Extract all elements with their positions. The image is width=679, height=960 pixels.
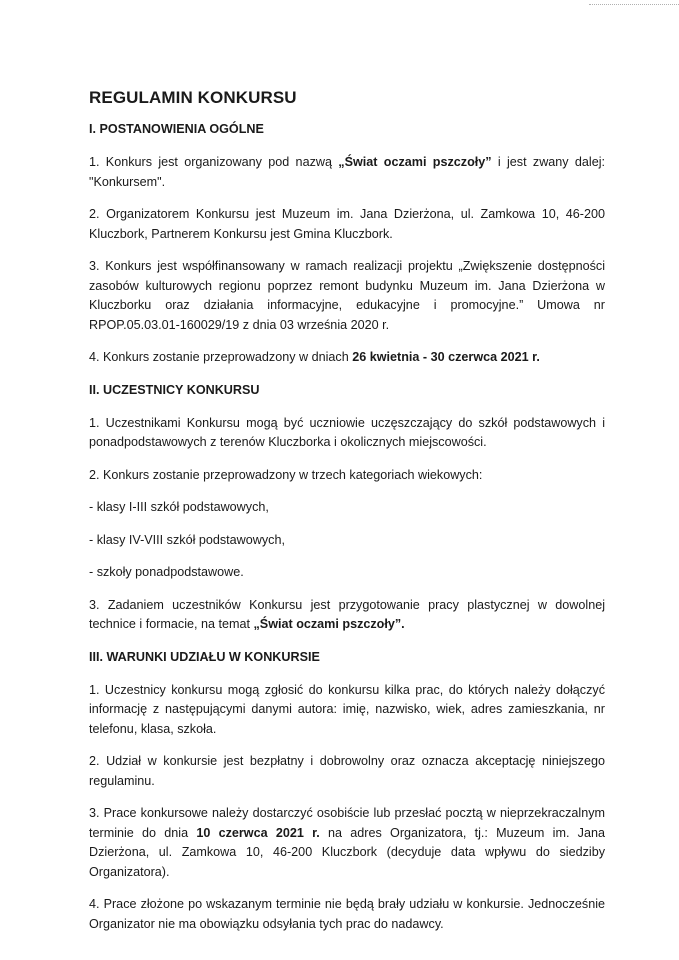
scan-edge-mark: [589, 4, 679, 6]
list-item-category: - szkoły ponadpodstawowe.: [89, 565, 244, 579]
paragraph-2-1: 1. Uczestnikami Konkursu mogą być uczniowie uczęszczający do szkół podstawowych i ponadpodstawowych z terenów Kluczborka i okolicznych miejscowości.: [89, 415, 605, 449]
paragraph-1-3: 3. Konkurs jest współfinansowany w ramach realizacji projektu „Zwiększenie dostępności zasobów kulturowych regionu poprzez remont budynku Muzeum im. Jana Dzierżona w Kluczborku oraz działania informacyjne, edukacyjne i promocyjne.” Umowa nr RPOP.05.03.01-160029/19 z dnia 03 września 2020 r.: [89, 259, 605, 332]
list-item-category: - klasy I-III szkół podstawowych,: [89, 500, 269, 514]
paragraph-3-4: 4. Prace złożone po wskazanym terminie nie będą brały udziału w konkursie. Jednocześnie Organizator nie ma obowiązku odsyłania tych prac do nadawcy.: [89, 897, 605, 931]
paragraph-3-1: 1. Uczestnicy konkursu mogą zgłosić do konkursu kilka prac, do których należy dołączyć informację z następującymi danymi autora: imię, nazwisko, wiek, adres zamieszkania, nr telefonu, klasa, szkoła.: [89, 682, 605, 736]
section-heading-general-provisions: I. POSTANOWIENIA OGÓLNE: [89, 122, 264, 136]
document-title: REGULAMIN KONKURSU: [89, 88, 297, 107]
document-body: [89, 88, 605, 947]
paragraph-1-2: 2. Organizatorem Konkursu jest Muzeum im. Jana Dzierżona, ul. Zamkowa 10, 46-200 Kluczbork, Partnerem Konkursu jest Gmina Kluczbork.: [89, 207, 605, 241]
paragraph-2-3: 3. Zadaniem uczestników Konkursu jest przygotowanie pracy plastycznej w dowolnej technice i formacie, na temat „Świat oczami pszczoły”.: [89, 597, 605, 631]
paragraph-3-2: 2. Udział w konkursie jest bezpłatny i dobrowolny oraz oznacza akceptację niniejszego regulaminu.: [89, 754, 605, 788]
section-heading-participants: II. UCZESTNICY KONKURSU: [89, 382, 260, 397]
list-item-category: - klasy IV-VIII szkół podstawowych,: [89, 532, 285, 547]
paragraph-2-2: 2. Konkurs zostanie przeprowadzony w trzech kategoriach wiekowych:: [89, 467, 483, 482]
section-heading-participation-conditions: III. WARUNKI UDZIAŁU W KONKURSIE: [89, 649, 320, 664]
paragraph-3-3: 3. Prace konkursowe należy dostarczyć osobiście lub przesłać pocztą w nieprzekraczalnym terminie do dnia 10 czerwca 2021 r. na adres Organizatora, tj.: Muzeum im. Jana Dzierżona, ul. Zamkowa 10, 46-200 Kluczbork (decyduje data wpływu do siedziby Organizatora).: [89, 806, 605, 879]
paragraph-1-1: 1. Konkurs jest organizowany pod nazwą „Świat oczami pszczoły” i jest zwany dalej: "Konkursem".: [89, 155, 606, 189]
paragraph-1-4: 4. Konkurs zostanie przeprowadzony w dniach 26 kwietnia - 30 czerwca 2021 r.: [89, 350, 540, 364]
